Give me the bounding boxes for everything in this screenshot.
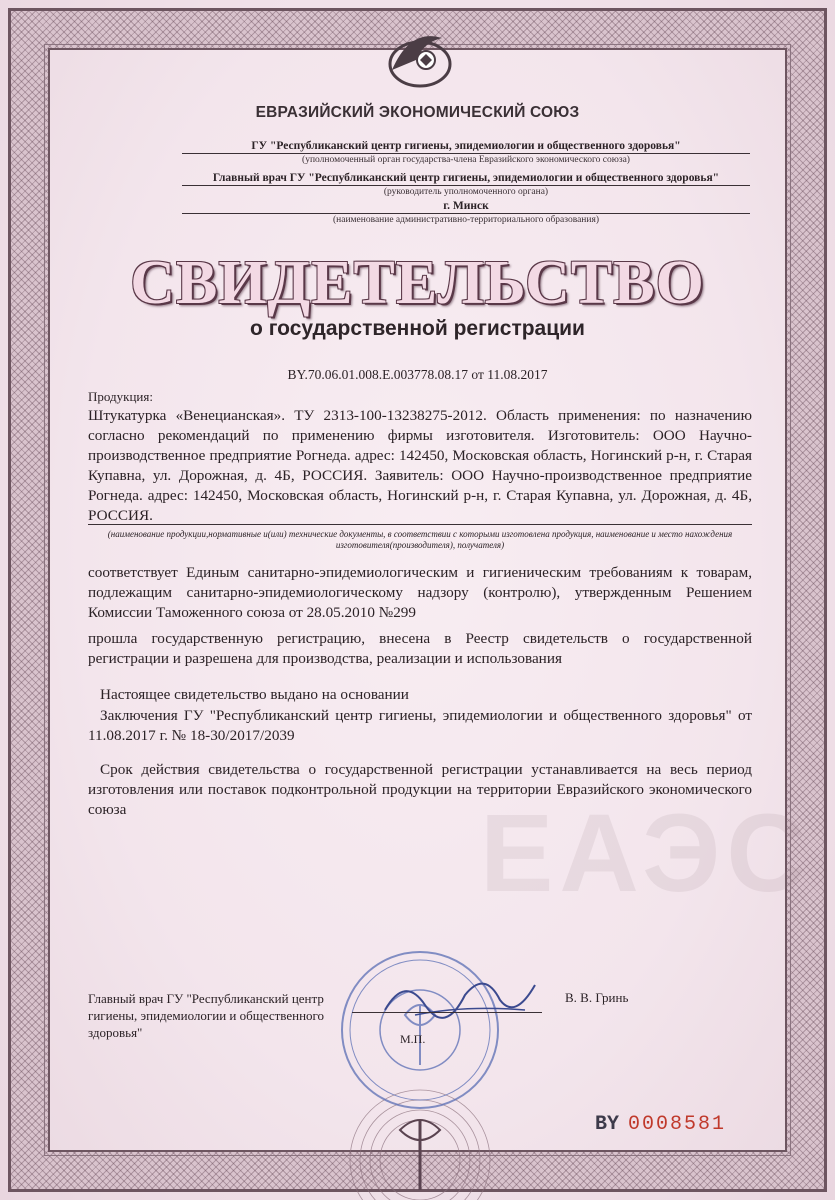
registration-statement: прошла государственную регистрацию, внесена в Реестр свидетельств о государственной регистрации и разрешена для производства, реализации и использования [88,630,752,667]
signature-line [352,1012,542,1013]
handwritten-signature-icon [375,965,555,1035]
eaeu-emblem-icon [380,20,460,100]
products-underline [88,524,752,525]
validity-statement: Срок действия свидетельства о государственной регистрации устанавливается на весь период изготовления или поставок подконтрольной продукции на территории Евразийского экономического союза [88,761,752,818]
signer-position: Главный врач ГУ "Республиканский центр гигиены, эпидемиологии и общественного здоровья" [88,991,325,1040]
city-caption: (наименование административно-территориального образования) [332,215,599,225]
city-name: г. Минск [182,200,750,214]
authority-name: ГУ "Республиканский центр гигиены, эпидемиологии и общественного здоровья" [182,140,750,154]
basis-document: Заключения ГУ "Республиканский центр гигиены, эпидемиологии и общественного здоровья" от 11.08.2017 г. № 18-30/2017/2039 [88,707,752,744]
serial-number: 0008581 [628,1113,727,1136]
products-description: Штукатурка «Венецианская». ТУ 2313-100-13238275-2012. Область применения: по назначению согласно рекомендаций по применению фирмы изготовителя. Изготовитель: ООО Научно-производственное предприятие Рогнеда. адрес: 142450, Московская область, Ногинский р-н, г. Старая Купавна, ул. Дорожная, д. 4Б, РОССИЯ. Заявитель: ООО Научно-производственное предприятие Рогнеда. адрес: 142450, Московская область, Ногинский р-н, г. Старая Купавна, ул. Дорожная, д. 4Б, РОССИЯ. [88,407,752,524]
signer-name: В. В. Гринь [565,990,629,1005]
products-label: Продукция: [88,389,153,404]
certificate-title: СВИДЕТЕЛЬСТВО [130,249,705,317]
basis-intro: Настоящее свидетельство выдано на основании [100,686,409,703]
products-caption: (наименование продукции,нормативные и(или) технические документы, в соответствии с которыми изготовлена продукция, наименование и место нахождения изготовителя(производителя), получателя) [107,529,733,550]
union-name: ЕВРАЗИЙСКИЙ ЭКОНОМИЧЕСКИЙ СОЮЗ [255,104,580,121]
seal-placeholder-label: М.П. [400,1032,426,1046]
head-caption: (руководитель уполномоченного органа) [383,187,549,197]
serial-prefix: BY [595,1113,620,1136]
head-of-authority: Главный врач ГУ "Республиканский центр гигиены, эпидемиологии и общественного здоровья" [182,172,750,186]
authority-caption: (уполномоченный орган государства-члена Евразийского экономического союза) [302,155,630,165]
conformity-statement: соответствует Единым санитарно-эпидемиологическим и гигиеническим требованиям к товарам, подлежащим санитарно-эпидемиологическому надзору (контролю), утвержденным Решением Комиссии Таможенного союза от 28.05.2010 №299 [88,564,752,621]
certificate-subtitle: о государственной регистрации [250,317,585,340]
registration-number: BY.70.06.01.008.E.003778.08.17 от 11.08.2017 [287,367,548,382]
eaes-watermark: ЕАЭС [480,792,812,915]
